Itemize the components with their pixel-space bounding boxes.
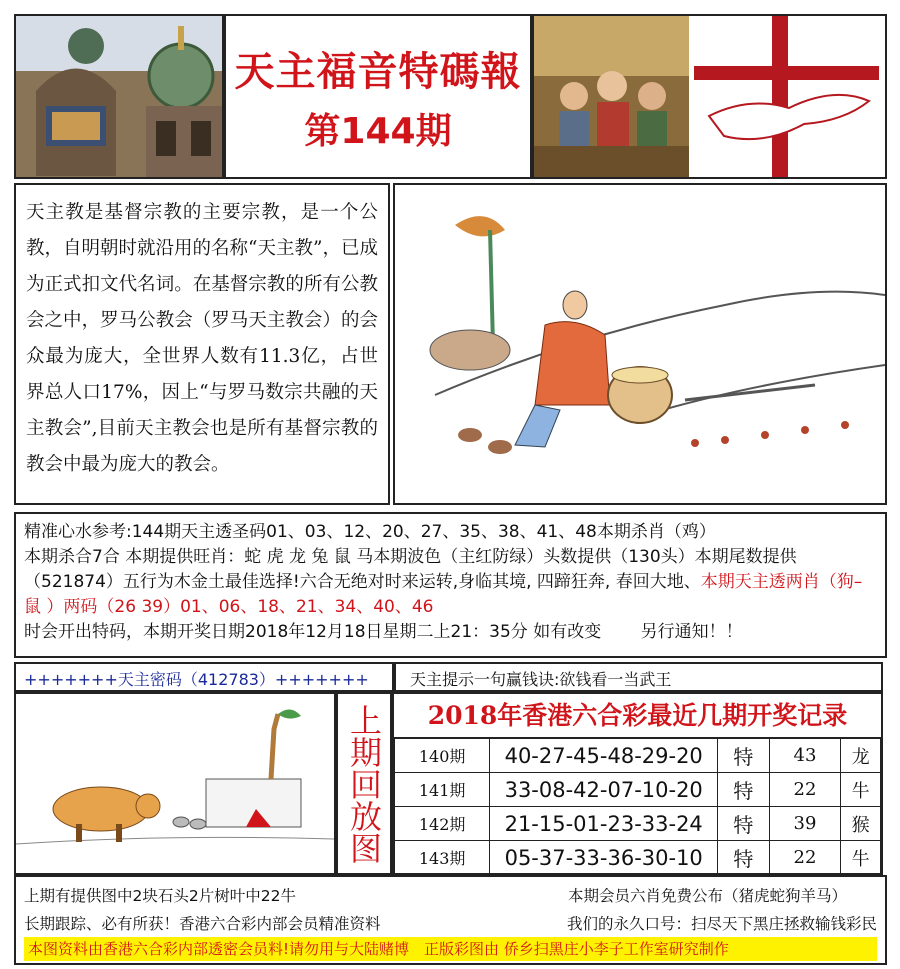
page-title: 天主福音特碼報 xyxy=(234,48,522,95)
issue-cell: 142期 xyxy=(395,807,490,841)
special-label-cell: 特 xyxy=(718,807,770,841)
header-right-photo xyxy=(532,14,887,179)
tips-line-1: 精准心水参考:144期天主透圣码01、03、12、20、27、35、38、41、48本期杀肖（鸡） xyxy=(24,522,716,542)
tips-notice: 另行通知！！ xyxy=(640,622,743,642)
issue-cell: 143期 xyxy=(395,841,490,875)
special-number-cell: 43 xyxy=(769,739,840,773)
cathedral-image xyxy=(16,16,222,177)
results-title: 2018年香港六合彩最近几期开奖记录 xyxy=(394,694,881,738)
issue-cell: 140期 xyxy=(395,739,490,773)
zodiac-cell: 猴 xyxy=(841,807,881,841)
secret-hint: 天主提示一句赢钱诀:欲钱看一当武王 xyxy=(410,670,672,689)
numbers-cell: 33-08-42-07-10-20 xyxy=(490,773,718,807)
intro-text-box xyxy=(14,183,390,505)
footer-right-2: 我们的永久口号：扫尽天下黑庄拯救输钱彩民 xyxy=(566,915,877,933)
results-table xyxy=(394,738,881,875)
header-title-box xyxy=(224,14,532,179)
pig-illustration xyxy=(16,694,334,873)
issue-number: 第144期 xyxy=(304,110,452,152)
zodiac-cell: 牛 xyxy=(841,773,881,807)
tips-line-2: 本期杀合7合 本期提供旺肖：蛇 虎 龙 兔 鼠 马本期波色（主红防绿）头数提供（130头）本期尾数提供（521874）五行为木金土最佳选择!六合无绝对时来运转,身临其境, 四蹄狂奔, 春回大地、 xyxy=(24,547,797,592)
special-number-cell: 22 xyxy=(769,841,840,875)
zodiac-cell: 龙 xyxy=(841,739,881,773)
replay-label-box xyxy=(336,692,392,875)
tips-red-highlight: 本期天主透两肖（狗–鼠 ）两码（26 39）01、06、18、21、34、40、46 xyxy=(24,572,863,617)
replay-image-box xyxy=(14,692,336,875)
special-number-cell: 22 xyxy=(769,773,840,807)
footer-left-1: 上期有提供图中2块石头2片树叶中22牛 xyxy=(24,887,296,905)
secret-code-label: +++++++天主密码（412783）+++++++ xyxy=(24,670,369,689)
special-label-cell: 特 xyxy=(718,739,770,773)
secret-code-box xyxy=(14,662,394,692)
header-left-photo xyxy=(14,14,224,179)
special-number-cell: 39 xyxy=(769,807,840,841)
results-box xyxy=(392,692,883,875)
footer-left-2: 长期跟踪、必有所获！香港六合彩内部会员精准资料 xyxy=(24,915,381,933)
secret-hint-box xyxy=(394,662,883,692)
intro-paragraph: 天主教是基督宗教的主要宗教，是一个公教，自明朝时就沿用的名称“天主教”，已成为正式扣文代名词。在基督宗教的所有公教会之中，罗马公教会（罗马天主教会）的会众最为庞大，全世界人数有11.3亿，占世界总人口17%，因上“与罗马数宗共融的天主教会”,目前天主教会也是所有基督宗教的教会中最为庞大的教会。 xyxy=(26,202,378,475)
footer-right-1: 本期会员六肖免费公布（猪虎蛇狗羊马） xyxy=(567,887,847,905)
tips-box xyxy=(14,512,887,658)
replay-label: 上期回放图 xyxy=(345,703,383,864)
numbers-cell: 40-27-45-48-29-20 xyxy=(490,739,718,773)
farmer-illustration-box xyxy=(393,183,887,505)
tips-line-3: 时会开出特码，本期开奖日期2018年12月18日星期二上21：35分 如有改变 xyxy=(24,622,602,642)
special-label-cell: 特 xyxy=(718,773,770,807)
special-label-cell: 特 xyxy=(718,841,770,875)
results-row xyxy=(395,773,881,807)
results-row xyxy=(395,841,881,875)
issue-cell: 141期 xyxy=(395,773,490,807)
numbers-cell: 05-37-33-36-30-10 xyxy=(490,841,718,875)
footer-banner: 本图资料由香港六合彩内部透密会员料!请勿用与大陆赌博 正版彩图由 侨乡扫黑庄小李子工作室研究制作 xyxy=(24,937,877,961)
zodiac-cell: 牛 xyxy=(841,841,881,875)
last-supper-cross-image xyxy=(534,16,885,177)
farmer-illustration xyxy=(395,185,885,503)
footer-box xyxy=(14,875,887,965)
results-row xyxy=(395,807,881,841)
results-row xyxy=(395,739,881,773)
numbers-cell: 21-15-01-23-33-24 xyxy=(490,807,718,841)
